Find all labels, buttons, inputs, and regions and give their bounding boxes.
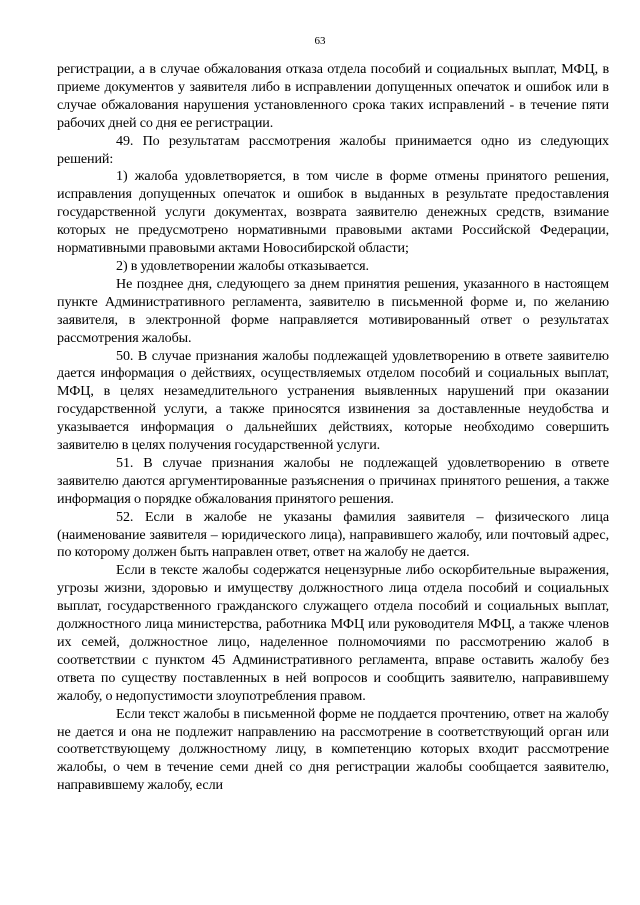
paragraph-49: 49. По результатам рассмотрения жалобы принимается одно из следующих решений:	[57, 132, 609, 167]
document-body	[57, 61, 609, 795]
paragraph-52-offensive: Если в тексте жалобы содержатся нецензурные либо оскорбительные выражения, угрозы жизни, здоровью и имуществу должностного лица отдела пособий и социальных выплат, государственного гражданского служащего отдела пособий и социальных выплат, должностного лица министерства, работника МФЦ или руководителя МФЦ, а также членов их семей, должностное лицо, наделенное полномочиями по рассмотрению жалоб в соответствии с пунктом 45 Административного регламента, вправе оставить жалобу без ответа по существу поставленных в ней вопросов и сообщить заявителю, направившему жалобу, о недопустимости злоупотребления правом.	[57, 562, 609, 704]
paragraph-49-response: Не позднее дня, следующего за днем принятия решения, указанного в настоящем пункте Административного регламента, заявителю в письменной форме и, по желанию заявителя, в электронной форме направляется мотивированный ответ о результатах рассмотрения жалобы.	[57, 275, 609, 346]
paragraph-51: 51. В случае признания жалобы не подлежащей удовлетворению в ответе заявителю даются аргументированные разъяснения о причинах принятого решения, а также информация о порядке обжалования принятого решения.	[57, 454, 609, 507]
paragraph-49-item-1: 1) жалоба удовлетворяется, в том числе в форме отмены принятого решения, исправления допущенных опечаток и ошибок в выданных в результате предоставления государственной услуги документах, возврата заявителю денежных средств, взимание которых не предусмотрено нормативными правовыми актами Российской Федерации, нормативными правовыми актами Новосибирской области;	[57, 168, 609, 257]
paragraph-continuation: регистрации, а в случае обжалования отказа отдела пособий и социальных выплат, МФЦ, в приеме документов у заявителя либо в исправлении допущенных опечаток и ошибок или в случае обжалования нарушения установленного срока таких исправлений - в течение пяти рабочих дней со дня ее регистрации.	[57, 61, 609, 131]
paragraph-49-item-2: 2) в удовлетворении жалобы отказывается.	[116, 257, 369, 274]
paragraph-52: 52. Если в жалобе не указаны фамилия заявителя – физического лица (наименование заявителя – юридического лица), направившего жалобу, или почтовый адрес, по которому должен быть направлен ответ, ответ на жалобу не дается.	[57, 508, 609, 561]
paragraph-52-unreadable: Если текст жалобы в письменной форме не поддается прочтению, ответ на жалобу не дается и она не подлежит направлению на рассмотрение в соответствующий орган или соответствующему должностному лицу, в компетенцию которых входит рассмотрение жалобы, о чем в течение семи дней со дня регистрации жалобы сообщается заявителю, направившему жалобу, если	[57, 705, 609, 794]
page-number: 63	[314, 35, 326, 47]
paragraph-50: 50. В случае признания жалобы подлежащей удовлетворению в ответе заявителю дается информация о действиях, осуществляемых отделом пособий и социальных выплат, МФЦ, в целях незамедлительного устранения выявленных нарушений при оказании государственной услуги, а также приносятся извинения за доставленные неудобства и указывается информация о дальнейших действиях, которые необходимо совершить заявителю в целях получения государственной услуги.	[57, 347, 609, 454]
